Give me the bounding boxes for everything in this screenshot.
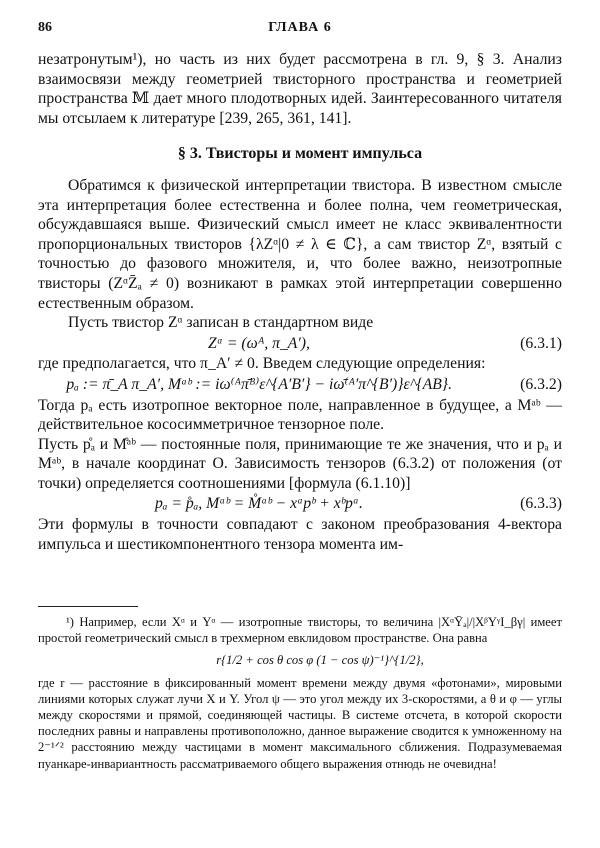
chapter-title: ГЛАВА 6 [268,20,332,35]
equation-6-3-3 [38,494,562,514]
footnote-formula: r{1/2 + cos θ cos φ (1 − cos ψ)⁻¹}^{1/2}, [216,653,424,668]
equation-body: Zᵅ = (ωᴬ, π_A′), [208,334,310,352]
paragraph-physical-interpretation: Обратимся к физической интерпретации твистора. В известном смысле эта интерпретация более естественна и более полна, чем геометрическая, обсуждавшаяся выше. Физический смысл имеет не класс эквивалентности пропорциональных твисторов {λZᵅ|0 ≠ λ ∈ ℂ}, а сам твистор Zᵅ, взятый с точностью до фазового множителя, и, что более важно, неизотропные твисторы (ZᵅZ̄ₐ ≠ 0) возникают в рамках этой интерпретации совершенно естественным образом. [38,176,562,312]
equation-number: (6.3.2) [520,375,562,393]
equation-6-3-1 [38,334,562,354]
equation-number: (6.3.3) [520,495,562,513]
paragraph-standard-form: Пусть твистор Zᵅ записан в стандартном виде [68,314,374,332]
equation-body: pₐ = p̊ₐ, Mᵃᵇ = M̊ᵃᵇ − xᵃpᵇ + xᵇpᵃ. [155,495,363,513]
paragraph-momentum-field: Тогда pₐ есть изотропное векторное поле, направленное в будущее, а Mᵃᵇ — действительное кососимметричное тензорное поле. [38,396,562,434]
equation-number: (6.3.1) [520,334,562,352]
main-text [38,50,562,554]
paragraph-definitions: где предполагается, что π_A′ ≠ 0. Введем следующие определения: [38,355,486,373]
equation-6-3-2 [38,375,562,395]
footnote [38,614,562,772]
equation-body: pₐ := π̄_A π_A′, Mᵃᵇ := iω⁽ᴬπ̄ᴮ⁾ε^{A′B′} − iω̄⁽ᴬ′π^{B′)}ε^{AB}. [66,375,452,393]
footnote-text-1: ¹) Например, если Xᵅ и Yᵅ — изотропные твисторы, то величина |XᵅȲₐ|/|XᵝYᵞI_βγ| имеет простой геометрический смысл в трехмерном евклидовом пространстве. Она равна [38,615,562,646]
paragraph-transformation-law: Эти формулы в точности совпадают с законом преобразования 4-вектора импульса и шестикомпонентного тензора момента им- [38,516,562,553]
footnote-rule [38,606,138,607]
intro-paragraph: незатронутым¹), но часть из них будет рассмотрена в гл. 9, § 3. Анализ взаимосвязи между геометрией твисторного пространства и геометрией пространства 𝕄 дает много плодотворных идей. Заинтересованного читателя мы отсылаем к литературе [239, 265, 361, 141]. [38,51,562,127]
page-number: 86 [38,20,52,35]
paragraph-constant-fields: Пусть p̊ₐ и M̊ᵃᵇ — постоянные поля, принимающие те же значения, что и pₐ и Mᵃᵇ, в начале координат O. Зависимость тензоров (6.3.2) от положения (от точки) определяется соотношениями [формула (6.1.10)] [38,435,562,492]
running-header [38,20,562,42]
footnote-text-2: где r — расстояние в фиксированный момент времени между двумя «фотонами», мировыми линиями которых служат лучи X и Y. Угол ψ — это угол между их 3-скоростями, а θ и φ — углы между скоростями и прямой, соединяющей частицы. В системе отсчета, в которой скорости последних равны и направлены противоположно, данное выражение сводится к умноженному на 2⁻¹ᐟ² расстоянию между частицами в момент максимального сближения. Подразумеваемая пуанкаре-инвариантность рассматриваемого общего выражения отнюдь не очевидна! [38,675,562,771]
section-title: § 3. Твисторы и момент импульса [177,145,423,163]
